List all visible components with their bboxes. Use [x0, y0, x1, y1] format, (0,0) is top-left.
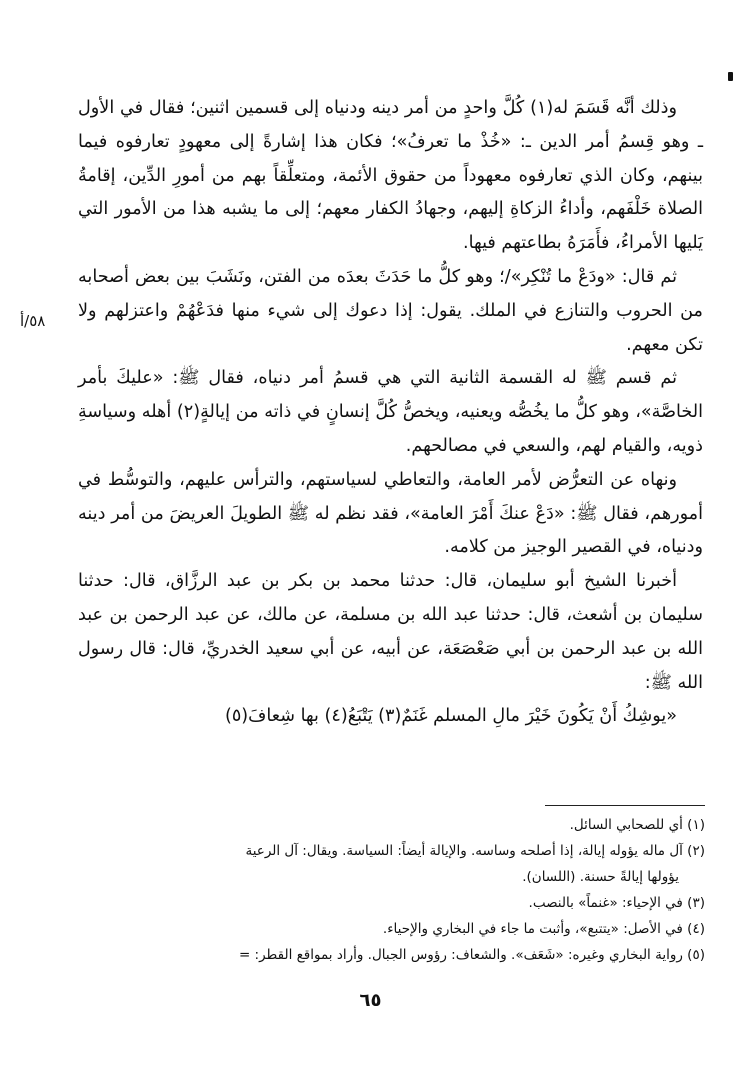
footnote-item-continuation: يؤولها إيالةً حسنة. (اللسان).	[522, 869, 679, 885]
paragraph: أخبرنا الشيخ أبو سليمان، قال: حدثنا محمد بن بكر بن عبد الرزَّاق، قال: حدثنا سليمان بن أشعث، قال: حدثنا عبد الله بن مسلمة، عن مالك، عن عبد الرحمن بن عبد الله بن عبد الرحمن بن أبي صَعْصَعَة، عن أبيه، عن أبي سعيد الخدريِّ، قال: قال رسول الله ﷺ:	[78, 571, 703, 693]
quoted-hadith: «يوشِكُ أَنْ يَكُونَ خَيْرَ مالِ المسلم غَنَمٌ(٣) يَتْبَعُ(٤) بها شِعافَ(٥)	[224, 706, 677, 727]
paragraph: ثم قسم ﷺ له القسمة الثانية التي هي قسمُ أمر دنياه، فقال ﷺ: «عليكَ بأمر الخاصَّة»، وهو كلُّ ما يخُصُّه ويعنيه، ويخصُّ كُلَّ إنسانٍ في ذاته من إيالةٍ(٢) أهله وسياسةِ ذويه، والقيام لهم، والسعي في مصالحهم.	[78, 368, 703, 456]
footnote-divider	[545, 805, 705, 806]
main-text	[78, 92, 703, 734]
page-number: ٦٥	[359, 990, 382, 1011]
paragraph: ونهاه عن التعرُّض لأمر العامة، والتعاطي لسياستهم، والترأس عليهم، والتوسُّط في أمورهم، فقال ﷺ: «دَعْ عنكَ أَمْرَ العامة»، فقد نظم له ﷺ الطويلَ العريضَ من أمر دينه ودنياه، في القصير الوجيز من كلامه.	[78, 469, 703, 558]
footnotes	[60, 812, 705, 968]
footnote-item: (٢) آل ماله يؤوله إيالة، إذا أصلحه وساسه. والإيالة أيضاً: السياسة. ويقال: آل الرعية	[245, 843, 705, 859]
paragraph: ثم قال: «ودَعْ ما تُنْكِر»/؛ وهو كلُّ ما حَدَثَ بعدَه من الفتن، ونَشَبَ بين بعض أصحابه من الحروب والتنازع في الملك. يقول: إذا دعوك إلى شيء منها فدَعْهُمْ واعتزلهم ولا تكن معهم.	[78, 266, 703, 355]
footnote-item: (١) أي للصحابي السائل.	[569, 817, 705, 833]
page-edge-mark	[728, 72, 733, 81]
footnote-item: (٣) في الإحياء: «غنماً» بالنصب.	[528, 895, 705, 911]
paragraph: وذلك أنَّه قَسَمَ له(١) كُلَّ واحدٍ من أمر دينه ودنياه إلى قسمين اثنين؛ فقال في الأول ـ وهو قِسمُ أمر الدين ـ: «خُذْ ما تعرفُ»؛ فكان هذا إشارةً إلى معهودٍ تعارفوه فيما بينهم، وكان الذي تعارفوه معهوداً من حقوق الأئمة، ومتعلِّقاً بهم من أمورِ الدِّين، إقامةُ الصلاة خَلْفَهم، وأداءُ الزكاةِ إليهم، وجهادُ الكفار معهم؛ إلى ما يشبه هذا من الأمور التي يَليها الأمراءُ، فأَمَرَهُ بطاعتهم فيها.	[78, 98, 703, 254]
footnote-item: (٤) في الأصل: «يتتبع»، وأثبت ما جاء في البخاري والإحياء.	[382, 921, 705, 937]
manuscript-folio-note: ٥٨/أ	[20, 312, 46, 330]
footnote-item: (٥) رواية البخاري وغيره: «شَعَف». والشعاف: رؤوس الجبال. وأراد بمواقع القطر: =	[238, 947, 705, 963]
